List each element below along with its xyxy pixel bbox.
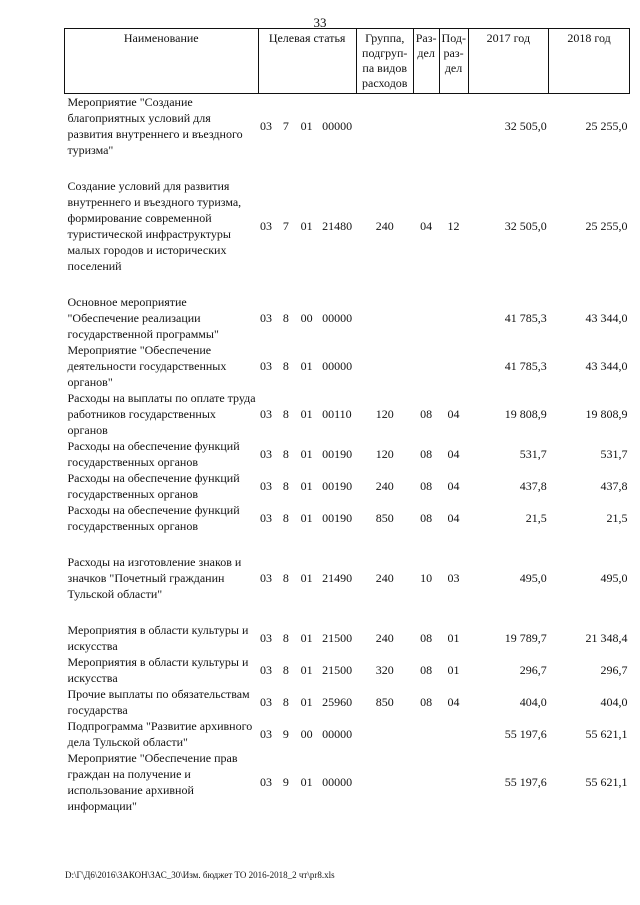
- row-code-program: 03: [260, 727, 272, 741]
- row-code-direction: 00110: [322, 407, 352, 421]
- row-group: 120: [375, 447, 394, 461]
- row-amount-2018: 296,7: [600, 663, 628, 677]
- header-year-2018: 2018 год: [549, 29, 630, 94]
- row-amount-2018: 55 621,1: [585, 727, 628, 741]
- row-code-program: 03: [260, 219, 272, 233]
- row-code-subprogram: 8: [282, 359, 289, 373]
- row-code-direction: 00000: [322, 359, 353, 373]
- row-amount-2017: 41 785,3: [504, 311, 547, 325]
- row-code-subprogram: 9: [282, 775, 289, 789]
- row-code-event: 01: [300, 479, 313, 493]
- table-row: [65, 502, 630, 534]
- row-code-event: 01: [300, 571, 313, 585]
- table-row: [65, 554, 630, 602]
- row-code-direction: 00000: [322, 727, 353, 741]
- row-subsection: [439, 294, 468, 342]
- row-code-subprogram: 8: [282, 447, 289, 461]
- row-code-event: 01: [300, 663, 313, 677]
- row-code-event: 01: [300, 359, 313, 373]
- row-code-event: 01: [300, 775, 313, 789]
- row-subsection: [439, 750, 468, 814]
- row-section: [413, 718, 439, 750]
- row-name: Создание условий для развития внутреннего и въездного туризма, формирование современной туристической инфраструктуры малых городов и исторических поселений: [67, 179, 242, 273]
- row-spacer: [65, 274, 630, 294]
- table-row: [65, 750, 630, 814]
- row-section: 08: [420, 695, 433, 709]
- row-section: [413, 342, 439, 390]
- row-code-subprogram: 8: [282, 663, 289, 677]
- row-amount-2017: 32 505,0: [504, 119, 547, 133]
- row-amount-2017: 404,0: [519, 695, 547, 709]
- row-code-subprogram: 8: [282, 571, 289, 585]
- table-row: [65, 718, 630, 750]
- header-subsection: Под-раз-дел: [439, 29, 468, 94]
- row-code-program: 03: [260, 447, 272, 461]
- row-subsection: 04: [447, 479, 460, 493]
- row-code-program: 03: [260, 695, 272, 709]
- row-code-direction: 21500: [322, 663, 353, 677]
- row-code-program: 03: [260, 775, 272, 789]
- row-amount-2017: 495,0: [519, 571, 547, 585]
- table-row: [65, 178, 630, 274]
- row-amount-2017: 55 197,6: [504, 727, 547, 741]
- row-amount-2017: 531,7: [519, 447, 547, 461]
- file-path-footer: D:\Г\Д6\2016\ЗАКОН\ЗАС_30\Изм. бюджет ТО 2016-2018_2 чт\pr8.xls: [65, 870, 335, 880]
- row-subsection: 03: [447, 571, 460, 585]
- header-year-2017: 2017 год: [468, 29, 549, 94]
- row-subsection: 04: [447, 447, 460, 461]
- row-code-direction: 21480: [322, 219, 353, 233]
- row-section: [413, 94, 439, 159]
- row-subsection: [439, 342, 468, 390]
- row-code-subprogram: 8: [282, 407, 289, 421]
- row-code-direction: 00190: [322, 479, 353, 493]
- row-code-event: 01: [300, 447, 313, 461]
- row-amount-2018: 43 344,0: [585, 311, 628, 325]
- row-code-event: 01: [300, 695, 313, 709]
- table-row: [65, 390, 630, 438]
- row-code-program: 03: [260, 479, 272, 493]
- row-code-subprogram: 7: [282, 119, 289, 133]
- header-name: Наименование: [65, 29, 259, 94]
- row-code-subprogram: 8: [282, 631, 289, 645]
- row-section: 10: [420, 571, 433, 585]
- table-row: [65, 622, 630, 654]
- row-amount-2018: 25 255,0: [585, 119, 628, 133]
- row-amount-2017: 296,7: [519, 663, 547, 677]
- row-section: 08: [420, 447, 433, 461]
- row-group: [356, 94, 413, 159]
- row-code-event: 00: [300, 727, 313, 741]
- row-name: Расходы на обеспечение функций государственных органов: [67, 471, 240, 501]
- row-group: 240: [375, 631, 394, 645]
- row-code-event: 01: [300, 407, 313, 421]
- row-code-event: 01: [300, 219, 313, 233]
- row-code-subprogram: 7: [282, 219, 289, 233]
- row-code-event: 00: [300, 311, 313, 325]
- row-amount-2017: 19 808,9: [504, 407, 547, 421]
- row-section: [413, 294, 439, 342]
- row-code-subprogram: 8: [282, 511, 289, 525]
- row-section: 08: [420, 407, 433, 421]
- row-amount-2018: 25 255,0: [585, 219, 628, 233]
- table-row: [65, 470, 630, 502]
- row-name: Прочие выплаты по обязательствам государства: [67, 687, 250, 717]
- row-amount-2018: 21,5: [606, 511, 628, 525]
- row-code-program: 03: [260, 571, 272, 585]
- table-header-row: [65, 29, 630, 94]
- row-code-program: 03: [260, 311, 272, 325]
- row-amount-2017: 19 789,7: [504, 631, 547, 645]
- row-code-program: 03: [260, 663, 272, 677]
- row-name: Основное мероприятие "Обеспечение реализации государственной программы": [67, 295, 219, 341]
- row-amount-2018: 21 348,4: [585, 631, 628, 645]
- row-code-event: 01: [300, 119, 313, 133]
- row-code-direction: 21500: [322, 631, 353, 645]
- table-row: [65, 294, 630, 342]
- row-code-event: 01: [300, 631, 313, 645]
- row-code-program: 03: [260, 359, 272, 373]
- budget-table: [64, 28, 630, 814]
- header-target-article: Целевая статья: [258, 29, 356, 94]
- row-code-direction: 00000: [322, 119, 353, 133]
- row-group: [356, 294, 413, 342]
- row-amount-2017: 55 197,6: [504, 775, 547, 789]
- row-section: 08: [420, 631, 433, 645]
- row-subsection: 04: [447, 511, 460, 525]
- row-code-program: 03: [260, 119, 272, 133]
- row-section: 08: [420, 479, 433, 493]
- row-name: Расходы на выплаты по оплате труда работников государственных органов: [67, 391, 256, 437]
- row-name: Мероприятия в области культуры и искусства: [67, 655, 249, 685]
- row-subsection: 01: [447, 631, 460, 645]
- row-section: 08: [420, 511, 433, 525]
- row-name: Мероприятие "Создание благоприятных условий для развития внутреннего и въездного туризма": [67, 95, 243, 157]
- row-name: Мероприятие "Обеспечение деятельности государственных органов": [67, 343, 227, 389]
- row-group: [356, 342, 413, 390]
- row-spacer: [65, 158, 630, 178]
- row-subsection: 04: [447, 407, 460, 421]
- row-code-subprogram: 8: [282, 311, 289, 325]
- row-amount-2018: 55 621,1: [585, 775, 628, 789]
- row-group: [356, 718, 413, 750]
- row-amount-2017: 32 505,0: [504, 219, 547, 233]
- row-spacer: [65, 534, 630, 554]
- row-amount-2018: 531,7: [600, 447, 628, 461]
- row-code-program: 03: [260, 511, 272, 525]
- row-subsection: 04: [447, 695, 460, 709]
- row-section: 04: [420, 219, 433, 233]
- page-number: 33: [313, 15, 327, 30]
- row-group: 240: [375, 479, 394, 493]
- row-code-event: 01: [300, 511, 313, 525]
- row-name: Подпрограмма "Развитие архивного дела Тульской области": [67, 719, 253, 749]
- row-group: 850: [375, 695, 394, 709]
- header-group: Группа, подгруп-па видов расходов: [356, 29, 413, 94]
- row-name: Расходы на изготовление знаков и значков "Почетный гражданин Тульской области": [67, 555, 242, 601]
- row-amount-2017: 21,5: [525, 511, 547, 525]
- row-section: 08: [420, 663, 433, 677]
- row-name: Расходы на обеспечение функций государственных органов: [67, 503, 240, 533]
- row-code-subprogram: 9: [282, 727, 289, 741]
- row-group: 240: [375, 571, 394, 585]
- row-amount-2017: 41 785,3: [504, 359, 547, 373]
- row-subsection: [439, 94, 468, 159]
- row-section: [413, 750, 439, 814]
- row-name: Расходы на обеспечение функций государственных органов: [67, 439, 240, 469]
- row-code-program: 03: [260, 631, 272, 645]
- table-row: [65, 654, 630, 686]
- row-code-direction: 25960: [322, 695, 353, 709]
- row-amount-2018: 495,0: [600, 571, 628, 585]
- row-amount-2018: 19 808,9: [585, 407, 628, 421]
- row-code-subprogram: 8: [282, 479, 289, 493]
- row-group: 240: [375, 219, 394, 233]
- row-subsection: 01: [447, 663, 460, 677]
- row-amount-2018: 437,8: [600, 479, 628, 493]
- table-row: [65, 94, 630, 159]
- row-name: Мероприятие "Обеспечение прав граждан на получение и использование архивной информации": [67, 751, 238, 813]
- row-code-direction: 00190: [322, 511, 353, 525]
- row-name: Мероприятия в области культуры и искусства: [67, 623, 249, 653]
- row-group: 120: [375, 407, 394, 421]
- row-spacer: [65, 602, 630, 622]
- row-code-direction: 00190: [322, 447, 353, 461]
- row-amount-2017: 437,8: [519, 479, 547, 493]
- row-code-program: 03: [260, 407, 272, 421]
- row-code-direction: 00000: [322, 775, 353, 789]
- row-code-direction: 00000: [322, 311, 353, 325]
- row-code-subprogram: 8: [282, 695, 289, 709]
- row-group: 320: [375, 663, 394, 677]
- header-section: Раз-дел: [413, 29, 439, 94]
- row-group: [356, 750, 413, 814]
- row-subsection: 12: [447, 219, 460, 233]
- table-row: [65, 686, 630, 718]
- table-row: [65, 342, 630, 390]
- row-code-direction: 21490: [322, 571, 353, 585]
- table-row: [65, 438, 630, 470]
- row-amount-2018: 43 344,0: [585, 359, 628, 373]
- row-subsection: [439, 718, 468, 750]
- row-amount-2018: 404,0: [600, 695, 628, 709]
- row-group: 850: [375, 511, 394, 525]
